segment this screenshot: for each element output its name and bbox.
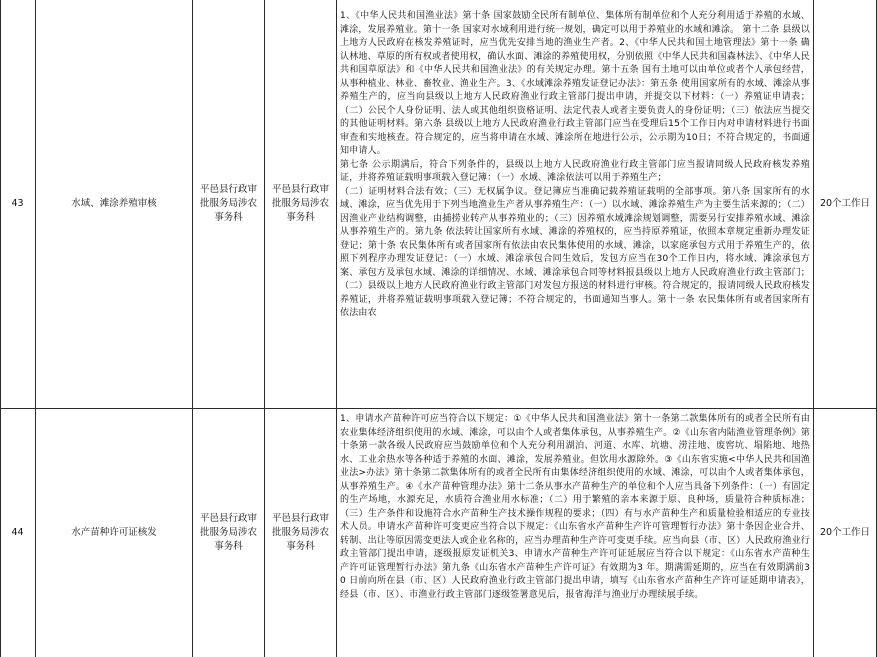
responsible-dept: 平邑县行政审批服务局涉农事务科 [271,184,329,223]
item-name: 水产苗种许可证核发 [71,527,157,538]
legal-basis-text: 1、申请水产苗种许可应当符合以下规定：①《中华人民共和国渔业法》第十一条第二款集体所有的或者全民所有由农业集体经济组织使用的水域、滩涂，可以由个人或者集体承包，从事养殖生产。②《山东省内陆渔业管理条例》第十条第一款各级人民政府应当鼓励单位和个人充分利用湖泊、河道、水库、坑塘、涝洼地、废窖坑、塌陷地、地热水、工业余热水等各种适于养殖的水面、滩涂，发展养殖业。但饮用水源除外。③《山东省实施<中华人民共和国渔业法>办法》第十条第二款集体所有的或者全民所有由集体经济组织使用的水域、滩涂，可以由个人或者集体承包，从事养殖生产。④《水产苗种管理办法》第十二条从事水产苗种生产的单位和个人应当具备下列条件：（一）有固定的生产场地，水源充足，水质符合渔业用水标准；（二）用于繁殖的亲本来源于原、良种场，质量符合种质标准；（三）生产条件和设施符合水产苗种生产技术操作规程的要求；（四）有与水产苗种生产和质量检验相适应的专业技术人员。申请水产苗种许可变更应当符合以下规定：《山东省水产苗种生产许可管理暂行办法》第十条因企业合并、转制、出让等原因需变更法人或企业名称的，应当办理苗种生产许可变更手续。应当向县（市、区）人民政府渔业行政主管部门提出申请，逐级报原发证机关3、申请水产苗种生产许可证延展应当符合以下规定：《山东省水产苗种生产许可证管理暂行办法》第九条《山东省水产苗种生产许可证》有效期为3 年。期满需延期的，应当在有效期满前30 日前向所在县（市、区）人民政府渔业行政主管部门提出申请，填写《山东省水产苗种生产许可证延期申请表》，经县（市、区）、市渔业行政主管部门逐级签署意见后，报省海洋与渔业厅办理续展手续。 [340,414,810,600]
legal-basis-text: 1、《中华人民共和国渔业法》第十条 国家鼓励全民所有制单位、集体所有制单位和个人充分利用适于养殖的水域、滩涂，发展养殖业。第十一条 国家对水域利用进行统一规划，确定可以用于养殖业的水域和滩涂。 第十二条 县级以上地方人民政府在核发养殖证时，应当优先安排当地的渔业生产者。2、《中华人民共和国土地管理法》第十一条 确认林地、草原的所有权或者使用权，确认水面、滩涂的养殖使用权，分别依照《中华人民共和国森林法》、《中华人民共和国草原法》和《中华人民共和国渔业法》的有关规定办理。第十五条 国有土地可以由单位或者个人承包经营，从事种植业、林业、畜牧业、渔业生产。3、《水域滩涂养殖发证登记办法》：第五条 使用国家所有的水域、滩涂从事养殖生产的，应当向县级以上地方人民政府渔业行政主管部门提出申请，并提交以下材料：（一）养殖证申请表；（二）公民个人身份证明、法人或其他组织资格证明、法定代表人或者主要负责人的身份证明；（三）依法应当提交的其他证明材料。第六条 县级以上地方人民政府渔业行政主管部门应当在受理后15个工作日内对申请材料进行书面审查和实地核查。符合规定的，应当将申请在水域、滩涂所在地进行公示，公示期为10日；不符合规定的，书面通知申请人。 第七条 公示期满后，符合下列条件的，县级以上地方人民政府渔业行政主管部门应当报请同级人民政府核发养殖证，并将养殖证载明事项载入登记簿：（一）水域、滩涂依法可以用于养殖生产； （二）证明材料合法有效；（三）无权属争议。登记簿应当准确记载养殖证载明的全部事项。第八条 国家所有的水域、滩涂，应当优先用于下列当地渔业生产者从事养殖生产：（一）以水域、滩涂养殖生产为主要生活来源的；（二）因渔业产业结构调整，由捕捞业转产从事养殖业的；（三）因养殖水域滩涂规划调整，需要另行安排养殖水域、滩涂从事养殖生产的。第九条 依法转让国家所有水域、滩涂的养殖权的，应当持原养殖证，依照本章规定重新办理发证登记；第十条 农民集体所有或者国家所有依法由农民集体使用的水域、滩涂，以家庭承包方式用于养殖生产的，依照下列程序办理发证登记：（一）水域、滩涂承包合同生效后，发包方应当在30个工作日内，将水域、滩涂承包方案、承包方及承包水域、滩涂的详细情况、水域、滩涂承包合同等材料报县级以上地方人民政府渔业行政主管部门；（二）县级以上地方人民政府渔业行政主管部门对发包方报送的材料进行审核。符合规定的，报请同级人民政府核发养殖证，并将养殖证载明事项载入登记簿；不符合规定的，书面通知当事人。第十一条 农民集体所有或者国家所有依法由农 [340,11,810,318]
time-limit: 20个工作日 [819,198,871,209]
row-index: 44 [11,527,24,538]
implementing-dept: 平邑县行政审批服务局涉农事务科 [199,184,257,223]
responsible-dept: 平邑县行政审批服务局涉农事务科 [271,513,329,552]
item-name: 水域、滩涂养殖审核 [71,198,157,209]
implementing-dept: 平邑县行政审批服务局涉农事务科 [199,513,257,552]
row-index: 43 [11,198,24,209]
col-divider [336,0,337,657]
time-limit: 20个工作日 [819,527,871,538]
